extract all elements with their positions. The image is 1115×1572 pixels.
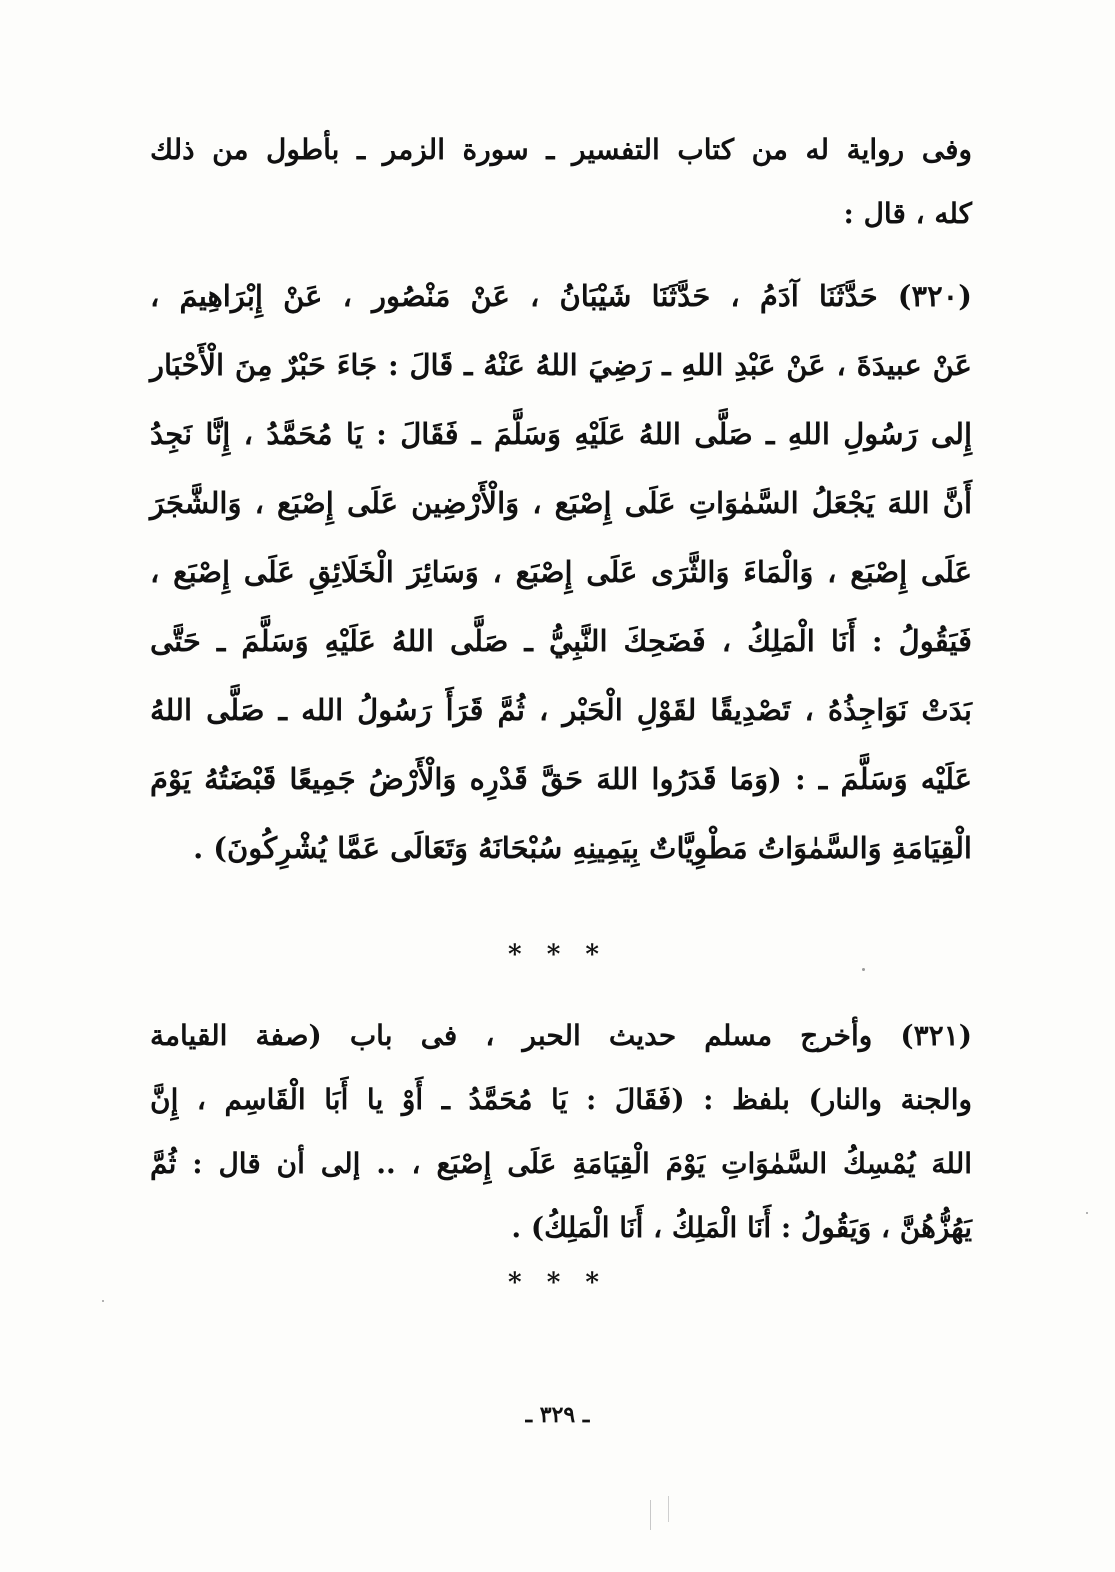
intro-paragraph	[150, 118, 972, 246]
scan-speck	[102, 1300, 104, 1302]
page-number: ـ ٣٢٩ ـ	[525, 1402, 590, 1428]
hadith-321-line-1: (٣٢١) وأخرج مسلم حديث الحبر ، فى باب (صفة القيامة	[150, 1019, 972, 1052]
hadith-320-line-6: فَيَقُولُ : أَنَا الْمَلِكُ ، فَضَحِكَ النَّبِيُّ ـ صَلَّى اللهُ عَلَيْهِ وَسَلَّمَ ـ حَتَّى	[150, 624, 972, 658]
hadith-321-line-4: يَهُزُّهُنَّ ، وَيَقُولُ : أَنَا الْمَلِكُ ، أَنَا الْمَلِكُ) .	[511, 1211, 972, 1244]
intro-line-1: وفى رواية له من كتاب التفسير ـ سورة الزمر ـ بأطول من ذلك	[150, 133, 972, 166]
section-separator-asterisks: * * *	[508, 1268, 607, 1298]
scan-speck	[650, 1500, 651, 1530]
hadith-320-line-1: (٣٢٠) حَدَّثَنَا آدَمُ ، حَدَّثَنَا شَيْبَانُ ، عَنْ مَنْصُور ، عَنْ إِبْرَاهِيمَ ،	[150, 279, 972, 313]
hadith-320-line-4: أَنَّ اللهَ يَجْعَلُ السَّمٰوَاتِ عَلَى إِصْبَع ، وَالْأَرْضِين عَلَى إِصْبَع ، وَالشَّجَرَ	[150, 486, 972, 520]
hadith-321-line-2: والجنة والنار) بلفظ : (فَقَالَ : يَا مُحَمَّدُ ـ أَوْ يا أَبَا الْقَاسِم ، إِنَّ	[150, 1083, 972, 1116]
hadith-320-line-5: عَلَى إِصْبَع ، وَالْمَاءَ وَالثَّرَى عَلَى إِصْبَع ، وَسَائِرَ الْخَلَائِقِ عَلَى إِصْبَع ،	[150, 555, 972, 589]
scan-speck	[1086, 1212, 1088, 1214]
hadith-320-line-8: عَلَيْه وَسَلَّمَ ـ : (وَمَا قَدَرُوا اللهَ حَقَّ قَدْرِه وَالْأَرْضُ جَمِيعًا قَبْضَتُهُ يَوْمَ	[150, 762, 972, 796]
hadith-321-paragraph	[150, 1004, 972, 1260]
hadith-320-line-2: عَنْ عبيدَةَ ، عَنْ عَبْدِ اللهِ ـ رَضِيَ اللهُ عَنْهُ ـ قَالَ : جَاءَ حَبْرٌ مِنَ الْأَحْبَار	[150, 348, 972, 382]
hadith-320-line-9: الْقِيَامَةِ وَالسَّمٰوَاتُ مَطْوِيَّاتٌ بِيَمِينِهِ سُبْحَانَهُ وَتَعَالَى عَمَّا يُشْرِكُونَ) .	[193, 831, 972, 865]
hadith-320-paragraph	[150, 262, 972, 883]
hadith-320-line-3: إِلى رَسُولِ اللهِ ـ صَلَّى اللهُ عَلَيْهِ وَسَلَّمَ ـ فَقَالَ : يَا مُحَمَّدُ ، إِنَّا نَجِدُ	[150, 417, 972, 451]
scan-speck	[668, 1496, 669, 1522]
section-separator-asterisks: * * *	[508, 940, 607, 970]
hadith-320-line-7: بَدَتْ نَوَاجِذُهُ ، تَصْدِيقًا لقَوْلِ الْحَبْر ، ثُمَّ قَرَأَ رَسُولُ الله ـ صَلَّى اللهُ	[150, 693, 972, 727]
intro-line-2: كله ، قال :	[843, 197, 972, 230]
hadith-321-line-3: اللهَ يُمْسِكُ السَّمٰوَاتِ يَوْمَ الْقِيَامَةِ عَلَى إِصْبَع ، .. إلى أن قال : ثُمَّ	[150, 1147, 972, 1180]
scan-speck	[862, 968, 865, 971]
